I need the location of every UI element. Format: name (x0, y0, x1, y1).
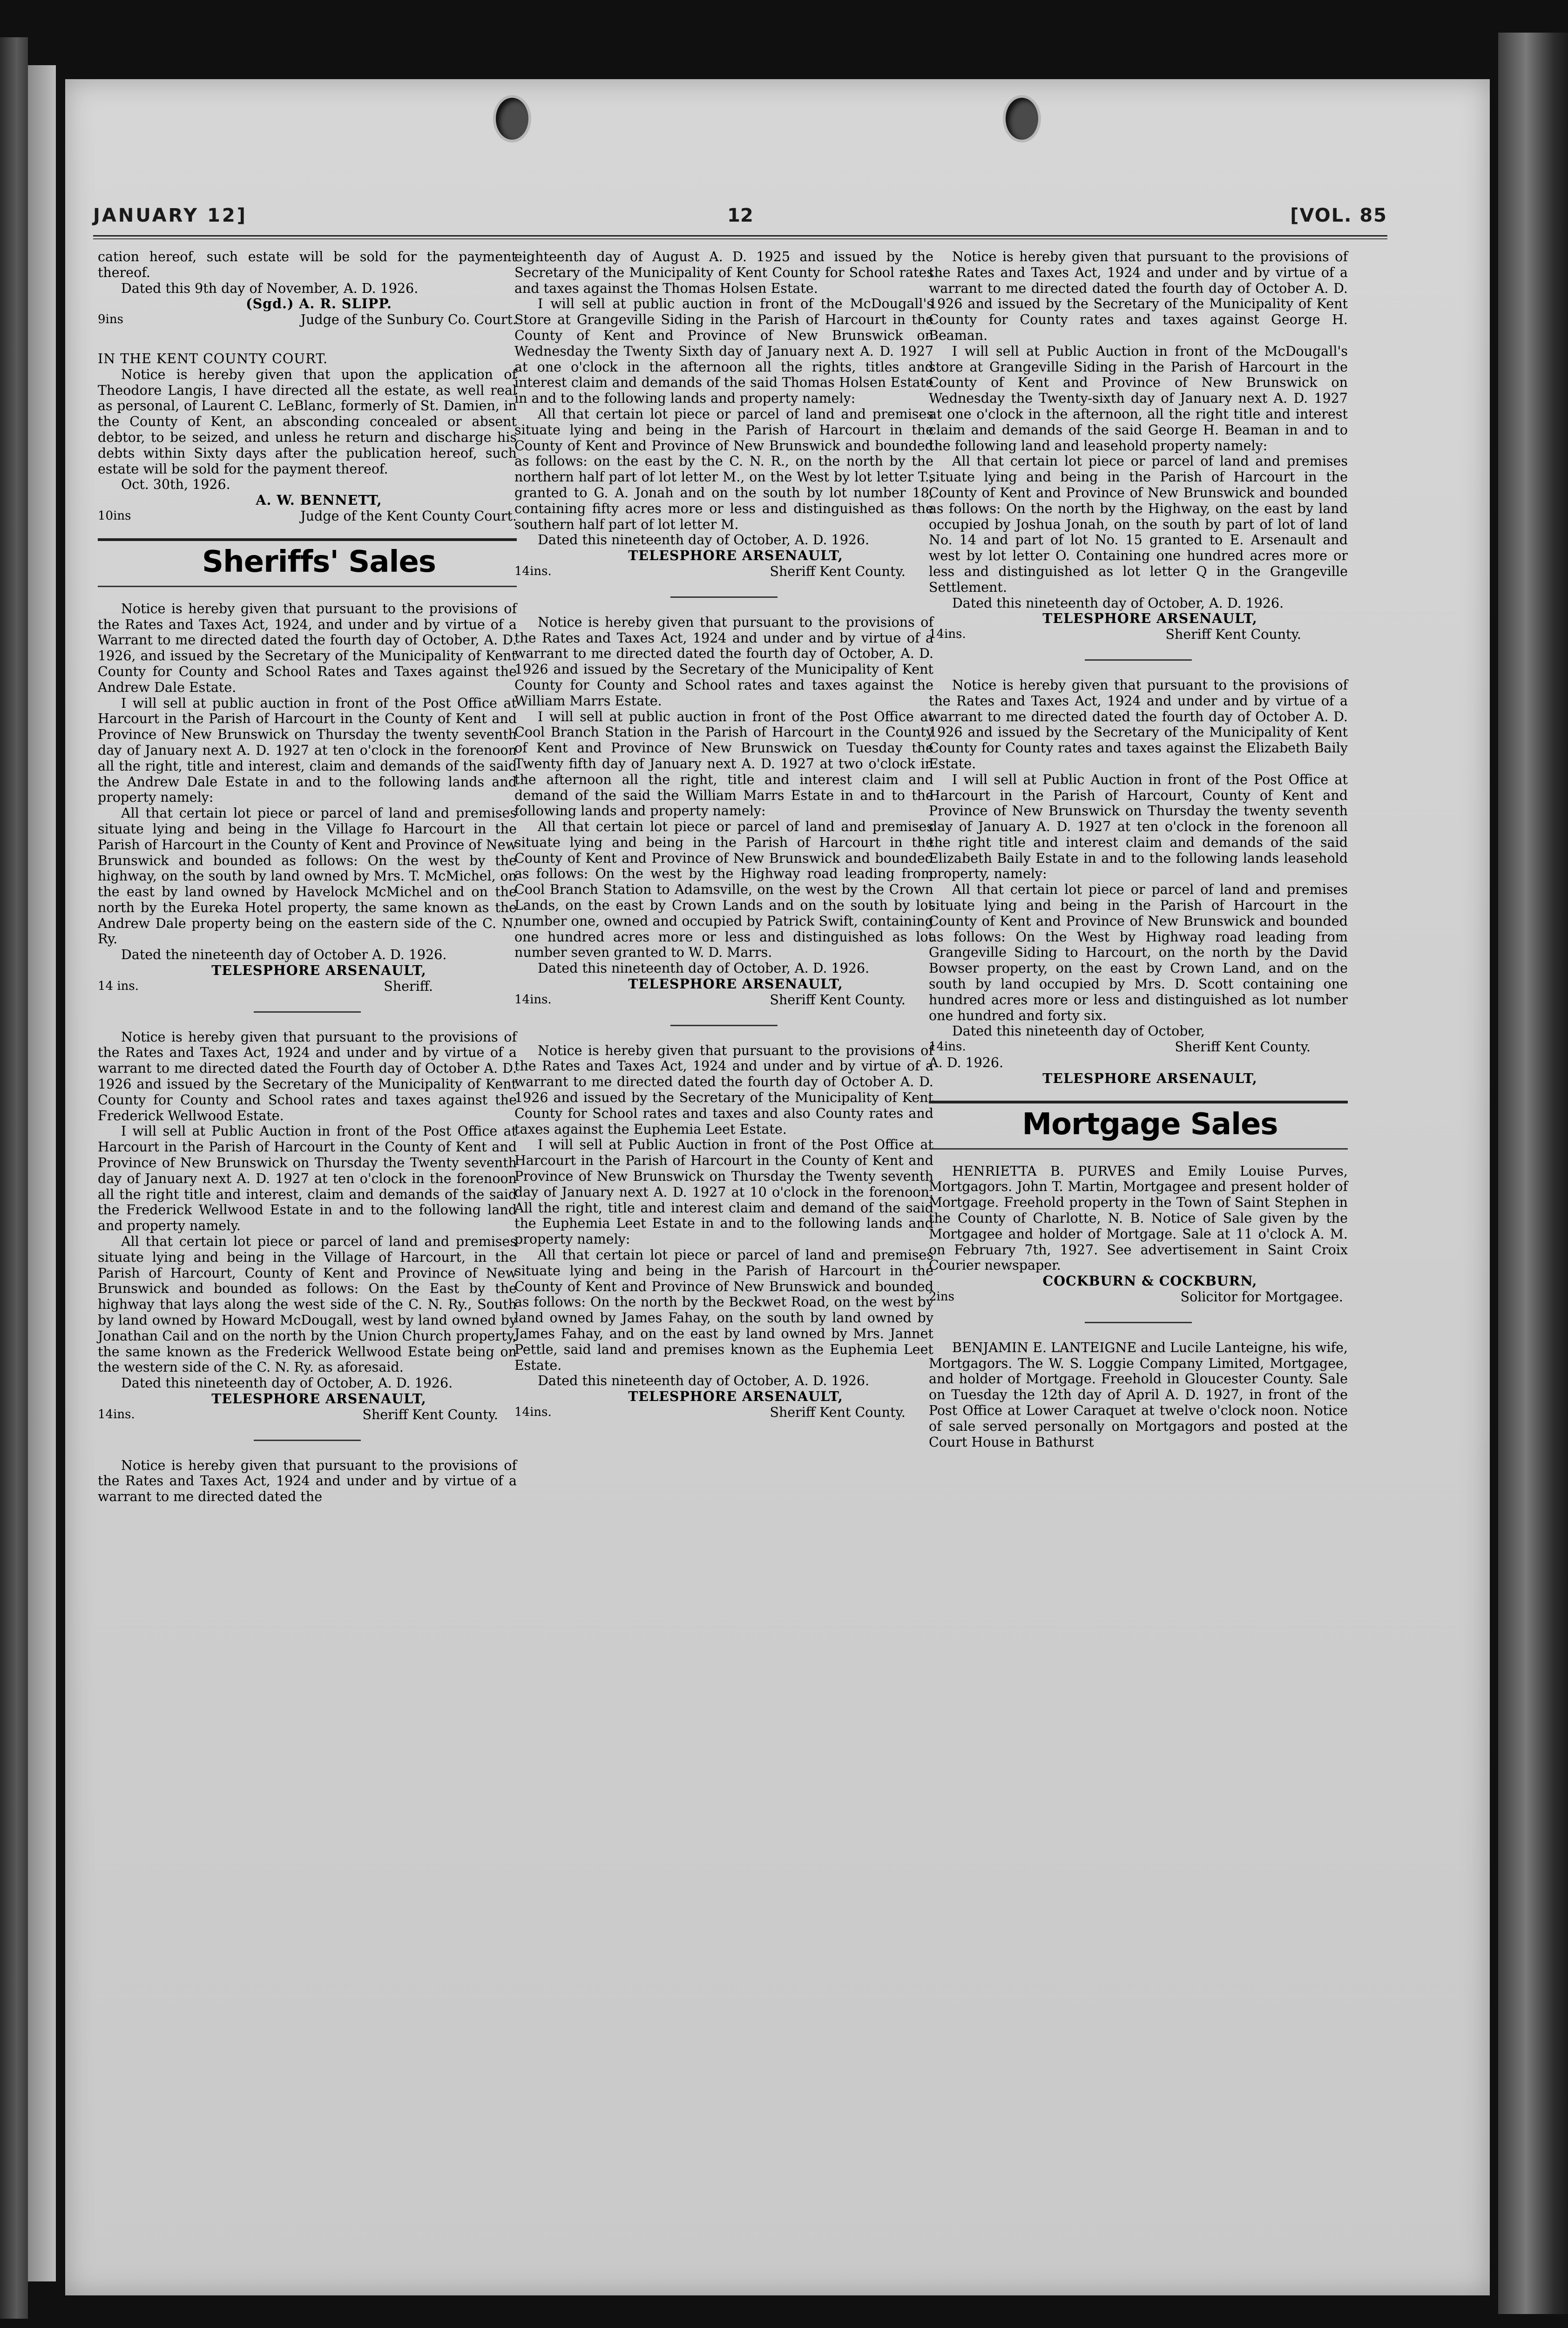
notice-paragraph: Notice is hereby given that pursuant to the provisions of the Rates and Taxes Act, 1924 and under and by virtue of a warrant to me directed dated the fourth day of October A. D. 1926 and issued by the Secretary of the Municipality of Kent County for County rates and taxes against the Elizabeth Baily Estate. (929, 677, 1348, 771)
insertion-count: 14 ins. (98, 979, 139, 993)
notice-paragraph: I will sell at Public Auction in front of the Post Office at Harcourt in the Parish of Harcourt in the County of Kent and Province of New Brunswick on Thursday the Twenty seventh day of January next A. D. 1927 at 10 o'clock in the forenoon. All the right, title and interest claim and demand of the said the Euphemia Leet Estate in and to the following lands and property namely: (514, 1137, 933, 1247)
insertion-count: 2ins (929, 1290, 954, 1304)
section-title-sheriffs-sales: Sheriffs' Sales (202, 544, 436, 579)
signature-row (929, 1039, 1348, 1055)
previous-page-edge (28, 65, 56, 2281)
notice-paragraph: Notice is hereby given that pursuant to the provisions of the Rates and Taxes Act, 1924 and under and by virtue of a warrant to me directed dated the (98, 1457, 517, 1505)
notice-paragraph: I will sell at Public Auction in front of the McDougall's store at Grangeville Siding in the Parish of Harcourt in the County of Kent and Province of New Brunswick on Wednesday the Twenty-sixth day of January next A. D. 1927 at one o'clock in the afternoon, all the right title and interest claim and demands of the said George H. Beaman in and to the following land and leasehold property namely: (929, 343, 1348, 453)
book-binding-left (0, 37, 28, 2319)
dated-line: Dated this nineteenth day of October, A. D. 1926. (538, 532, 870, 548)
dated-line: Dated this nineteenth day of October, A. D. 1926. (952, 595, 1284, 611)
notice-paragraph: All that certain lot piece or parcel of land and premises situate lying and being in the Village fo Harcourt in the Parish of Harcourt in the County of Kent and Province of New Brunswick and bounded as follows: On the west by the highway, on the south by land owned by Mrs. T. McMichel, on the east by land owned by Havelock McMichel and on the north by the Eureka Hotel property, the same known as the Andrew Dale property being on the eastern side of the C. N. Ry. (98, 805, 517, 947)
signer: TELESPHORE ARSENAULT, (211, 1391, 426, 1407)
notice-paragraph: Notice is hereby given that pursuant to the provisions of the Rates and Taxes Act, 1924, and under and by virtue of a Warrant to me directed dated the fourth day of October, A. D. 1926, and issued by the Secretary of the Municipality of Kent County for County and School Rates and Taxes against the Andrew Dale Estate. (98, 601, 517, 695)
notice-paragraph: Notice is hereby given that pursuant to the provisions of the Rates and Taxes Act, 1924 and under and by virtue of a warrant to me directed dated the fourth day of October A. D. 1926 and issued by the Secretary of the Municipality of Kent County for School rates and taxes and also County rates and taxes against the Euphemia Leet Estate. (514, 1042, 933, 1137)
signer: TELESPHORE ARSENAULT, (1042, 1070, 1257, 1086)
dated-year: A. D. 1926. (929, 1055, 1004, 1071)
insertion-count: 14ins. (929, 1040, 966, 1054)
column-right (929, 249, 1348, 1450)
court-notice-text: Notice is hereby given that upon the application of Theodore Langis, I have directed all the estate, as well real as personal, of Laurent C. LeBlanc, formerly of St. Damien, in the County of Kent, an absconding concealed or absent debtor, to be seized, and unless he return and discharge his debts within Sixty days after the publication hereof, such estate will be sold for the payment thereof. (98, 366, 517, 477)
signer: (Sgd.) A. R. SLIPP. (246, 296, 392, 312)
notice-separator (254, 1011, 361, 1013)
section-rule-bottom (98, 586, 517, 587)
dated-line: Dated this nineteenth day of October, A. D. 1926. (121, 1375, 453, 1391)
notice-paragraph: Notice is hereby given that pursuant to the provisions of the Rates and Taxes Act, 1924 and under and by virtue of a warrant to me directed dated the fourth day of October A. D. 1926 and issued by the Secretary of the Municipality of Kent County for County rates and taxes against George H. Beaman. (929, 249, 1348, 343)
notice-separator (1085, 659, 1192, 661)
dated-line: Dated this 9th day of November, A. D. 1926. (121, 280, 419, 296)
signer-title: Sheriff Kent County. (770, 992, 906, 1008)
signature-row (514, 1405, 933, 1421)
insertion-count: 9ins (98, 312, 123, 327)
signer: A. W. BENNETT, (256, 492, 382, 508)
header-rule (93, 235, 1387, 239)
signer: TELESPHORE ARSENAULT, (211, 962, 426, 979)
signature-row (514, 992, 933, 1008)
dated-line: Dated this nineteenth day of October, (952, 1023, 1205, 1039)
notice-separator (254, 1440, 361, 1441)
notice-separator (670, 1025, 777, 1026)
section-rule-bottom (929, 1148, 1348, 1150)
header-date: JANUARY 12] (93, 205, 247, 226)
signer-title: Sheriff Kent County. (1175, 1039, 1311, 1055)
signer: TELESPHORE ARSENAULT, (628, 548, 843, 564)
notice-paragraph: I will sell at public auction in front of the McDougall's Store at Grangeville Siding in the Parish of Harcourt in the County of Kent and Province of New Brunswick on Wednesday the Twenty Sixth day of January next A. D. 1927 at one o'clock in the afternoon all the rights, titles and interest claim and demands of the said Thomas Holsen Estate in and to the following lands and property namely: (514, 296, 933, 406)
mortgage-notice-text: HENRIETTA B. PURVES and Emily Louise Purves, Mortgagors. John T. Martin, Mortgagee and present holder of Mortgage. Freehold property in the Town of Saint Stephen in the County of Charlotte, N. B. Notice of Sale given by the Mortgagee and holder of Mortgage. Sale at 11 o'clock A. M. on February 7th, 1927. See advertisement in Saint Croix Courier newspaper. (929, 1163, 1348, 1273)
insertion-count: 14ins. (98, 1407, 135, 1421)
notice-paragraph: I will sell at public auction in front of the Post Office at Cool Branch Station in the Parish of Harcourt in the County of Kent and Province of New Brunswick on Tuesday the Twenty fifth day of January next A. D. 1927 at two o'clock in the afternoon all the right, title and interest claim and demand of the said the William Marrs Estate in and to the following lands and property namely: (514, 709, 933, 819)
notice-paragraph: I will sell at public auction in front of the Post Office at Harcourt in the Parish of Harcourt in the County of Kent and Province of New Brunswick on Thursday the twenty seventh day of January next A. D. 1927 at ten o'clock in the forenoon all the right, title and interest, claim and demands of the said the Andrew Dale Estate in and to the following lands and property namely: (98, 695, 517, 805)
notice-paragraph: I will sell at Public Auction in front of the Post Office at Harcourt in the Parish of Harcourt in the County of Kent and Province of New Brunswick on Thursday the Twenty seventh day of January next A. D. 1927 at ten o'clock in the forenoon all the right title and interest, claim and demands of the said the Frederick Wellwood Estate in and to the following land and property namely. (98, 1123, 517, 1234)
signer-title: Sheriff Kent County. (770, 563, 906, 579)
signature-row (929, 1289, 1348, 1305)
signer: TELESPHORE ARSENAULT, (628, 976, 843, 992)
signer: TELESPHORE ARSENAULT, (628, 1388, 843, 1405)
signer-title: Judge of the Kent County Court. (300, 508, 517, 524)
signer-title: Sheriff Kent County. (1165, 627, 1301, 643)
signer: TELESPHORE ARSENAULT, (1042, 610, 1257, 627)
column-left (98, 249, 517, 1505)
signature-row (98, 979, 517, 995)
punch-hole-right (1006, 98, 1038, 140)
header-page-number: 12 (727, 205, 753, 226)
insertion-count: 14ins. (514, 1405, 552, 1419)
header-volume: [VOL. 85 (1290, 205, 1387, 226)
signature-row (98, 1407, 517, 1423)
signer-title: Judge of the Sunbury Co. Court. (300, 312, 517, 328)
notice-paragraph: All that certain lot piece or parcel of land and premises situate lying and being in the Parish of Harcourt in the County of Kent and Province of New Brunswick and bounded as follows: On the north by the Beckwet Road, on the west by land owned by James Fahay, on the south by land owned by James Fahay, and on the east by land owned by Mrs. Jannet Pettle, said land and premises known as the Euphemia Leet Estate. (514, 1247, 933, 1373)
signature-row (514, 564, 933, 580)
dated-line: Oct. 30th, 1926. (121, 477, 230, 493)
signature-row (98, 312, 517, 328)
dated-line: Dated this nineteenth day of October, A. D. 1926. (538, 961, 870, 976)
notice-paragraph: All that certain lot piece or parcel of land and premises situate lying and being in the Parish of Harcourt in the County of Kent and Province of New Brunswick and bounded as follows: On the west by the Highway road leading from Cool Branch Station to Adamsville, on the west by the Crown Lands, on the east by Crown Lands and on the south by lot number one, owned and occupied by Patrick Swift, containing one hundred acres more or less and distinguished as lot number seven granted to W. D. Marrs. (514, 819, 933, 961)
notice-paragraph: Notice is hereby given that pursuant to the provisions of the Rates and Taxes Act, 1924 and under and by virtue of a warrant to me directed dated the fourth day of October, A. D. 1926 and issued by the Secretary of the Municipality of Kent County for County and School rates and taxes against the William Marrs Estate. (514, 614, 933, 709)
dated-line: Dated the nineteenth day of October A. D. 1926. (121, 947, 447, 963)
notice-separator (1085, 1322, 1192, 1323)
notice-paragraph: All that certain lot piece or parcel of land and premises situate lying and being in the Parish of Harcourt in the County of Kent and Province of New Brunswick and bounded as follows: on the east by the C. N. R., on the north by the northern half part of lot letter M., on the West by lot letter T., granted to G. A. Jonah and on the south by lot number 18, containing fifty acres more or less and distinguished as the southern half part of lot letter M. (514, 406, 933, 532)
book-binding-right (1498, 33, 1568, 2314)
notice-paragraph: eighteenth day of August A. D. 1925 and issued by the Secretary of the Municipality of Kent County for School rates and taxes against the Thomas Holsen Estate. (514, 249, 933, 296)
signature-row (98, 508, 517, 524)
notice-paragraph: Notice is hereby given that pursuant to the provisions of the Rates and Taxes Act, 1924 and under and by virtue of a warrant to me directed dated the Fourth day of October A. D. 1926 and issued by the Secretary of the Municipality of Kent County for County and School rates and taxes against the Frederick Wellwood Estate. (98, 1029, 517, 1123)
notice-paragraph: All that certain lot piece or parcel of land and premises situate lying and being in the Parish of Harcourt in the County of Kent and Province of New Brunswick and bounded as follows: On the West by Highway road leading from Grangeville Siding to Harcourt, on the north by the David Bowser property, on the east by Crown Land, and on the south by land occupied by Mrs. D. Scott containing one hundred acres more or less and distinguished as lot number one hundred and forty six. (929, 882, 1348, 1023)
signer-title: Solicitor for Mortgagee. (1180, 1289, 1343, 1305)
signer-title: Sheriff Kent County. (362, 1407, 498, 1422)
notice-paragraph: All that certain lot piece or parcel of land and premises situate lying and being in the Parish of Harcourt in the County of Kent and Province of New Brunswick and bounded as follows: On the north by the Highway, on the east by land occupied by Joshua Jonah, on the south by part of lot of land No. 14 and part of lot No. 15 granted to E. Arsenault and west by lot letter O. Containing one hundred acres more or less and distinguished as lot letter Q in the Grangeville Settlement. (929, 453, 1348, 595)
notice-separator (670, 596, 777, 598)
insertion-count: 14ins. (514, 564, 552, 578)
notice-paragraph: I will sell at Public Auction in front of the Post Office at Harcourt in the Parish of Harcourt, County of Kent and Province of New Brunswick on Thursday the twenty seventh day of January A. D. 1927 at ten o'clock in the forenoon all the right title and interest claim and demands of the said Elizabeth Baily Estate in and to the following lands leasehold property, namely: (929, 771, 1348, 882)
notice-paragraph: All that certain lot piece or parcel of land and premises situate lying and being in the Village of Harcourt, in the Parish of Harcourt, County of Kent and Province of New Brunswick and bounded as follows: On the East by the highway that lays along the west side of the C. N. Ry., South by land owned by Howard McDougall, west by land owned by Jonathan Cail and on the north by the Union Church property, the same known as the Frederick Wellwood Estate being on the western side of the C. N. Ry. as aforesaid. (98, 1234, 517, 1375)
insertion-count: 10ins (98, 508, 131, 523)
dated-line: Dated this nineteenth day of October, A. D. 1926. (538, 1373, 870, 1389)
insertion-count: 14ins. (929, 627, 966, 642)
column-middle (514, 249, 933, 1421)
signer-title: Sheriff Kent County. (770, 1404, 906, 1420)
carry-over-text: cation hereof, such estate will be sold for the payment thereof. (98, 249, 517, 280)
punch-hole-left (496, 98, 528, 140)
insertion-count: 14ins. (514, 992, 552, 1007)
signer-title: Sheriff. (384, 978, 433, 994)
mortgage-notice-text: BENJAMIN E. LANTEIGNE and Lucile Lanteigne, his wife, Mortgagors. The W. S. Loggie Company Limited, Mortgagee, and holder of Mortgage. Freehold in Gloucester County. Sale on Tuesday the 12th day of April A. D. 1927, in front of the Post Office at Lower Caraquet at twelve o'clock noon. Notice of sale served personally on Mortgagors and posted at the Court House in Bathurst (929, 1340, 1348, 1450)
court-heading: IN THE KENT COUNTY COURT. (98, 351, 328, 366)
signer: COCKBURN & COCKBURN, (1042, 1273, 1257, 1289)
section-title-mortgage-sales: Mortgage Sales (1022, 1107, 1278, 1142)
signature-row (929, 627, 1348, 643)
